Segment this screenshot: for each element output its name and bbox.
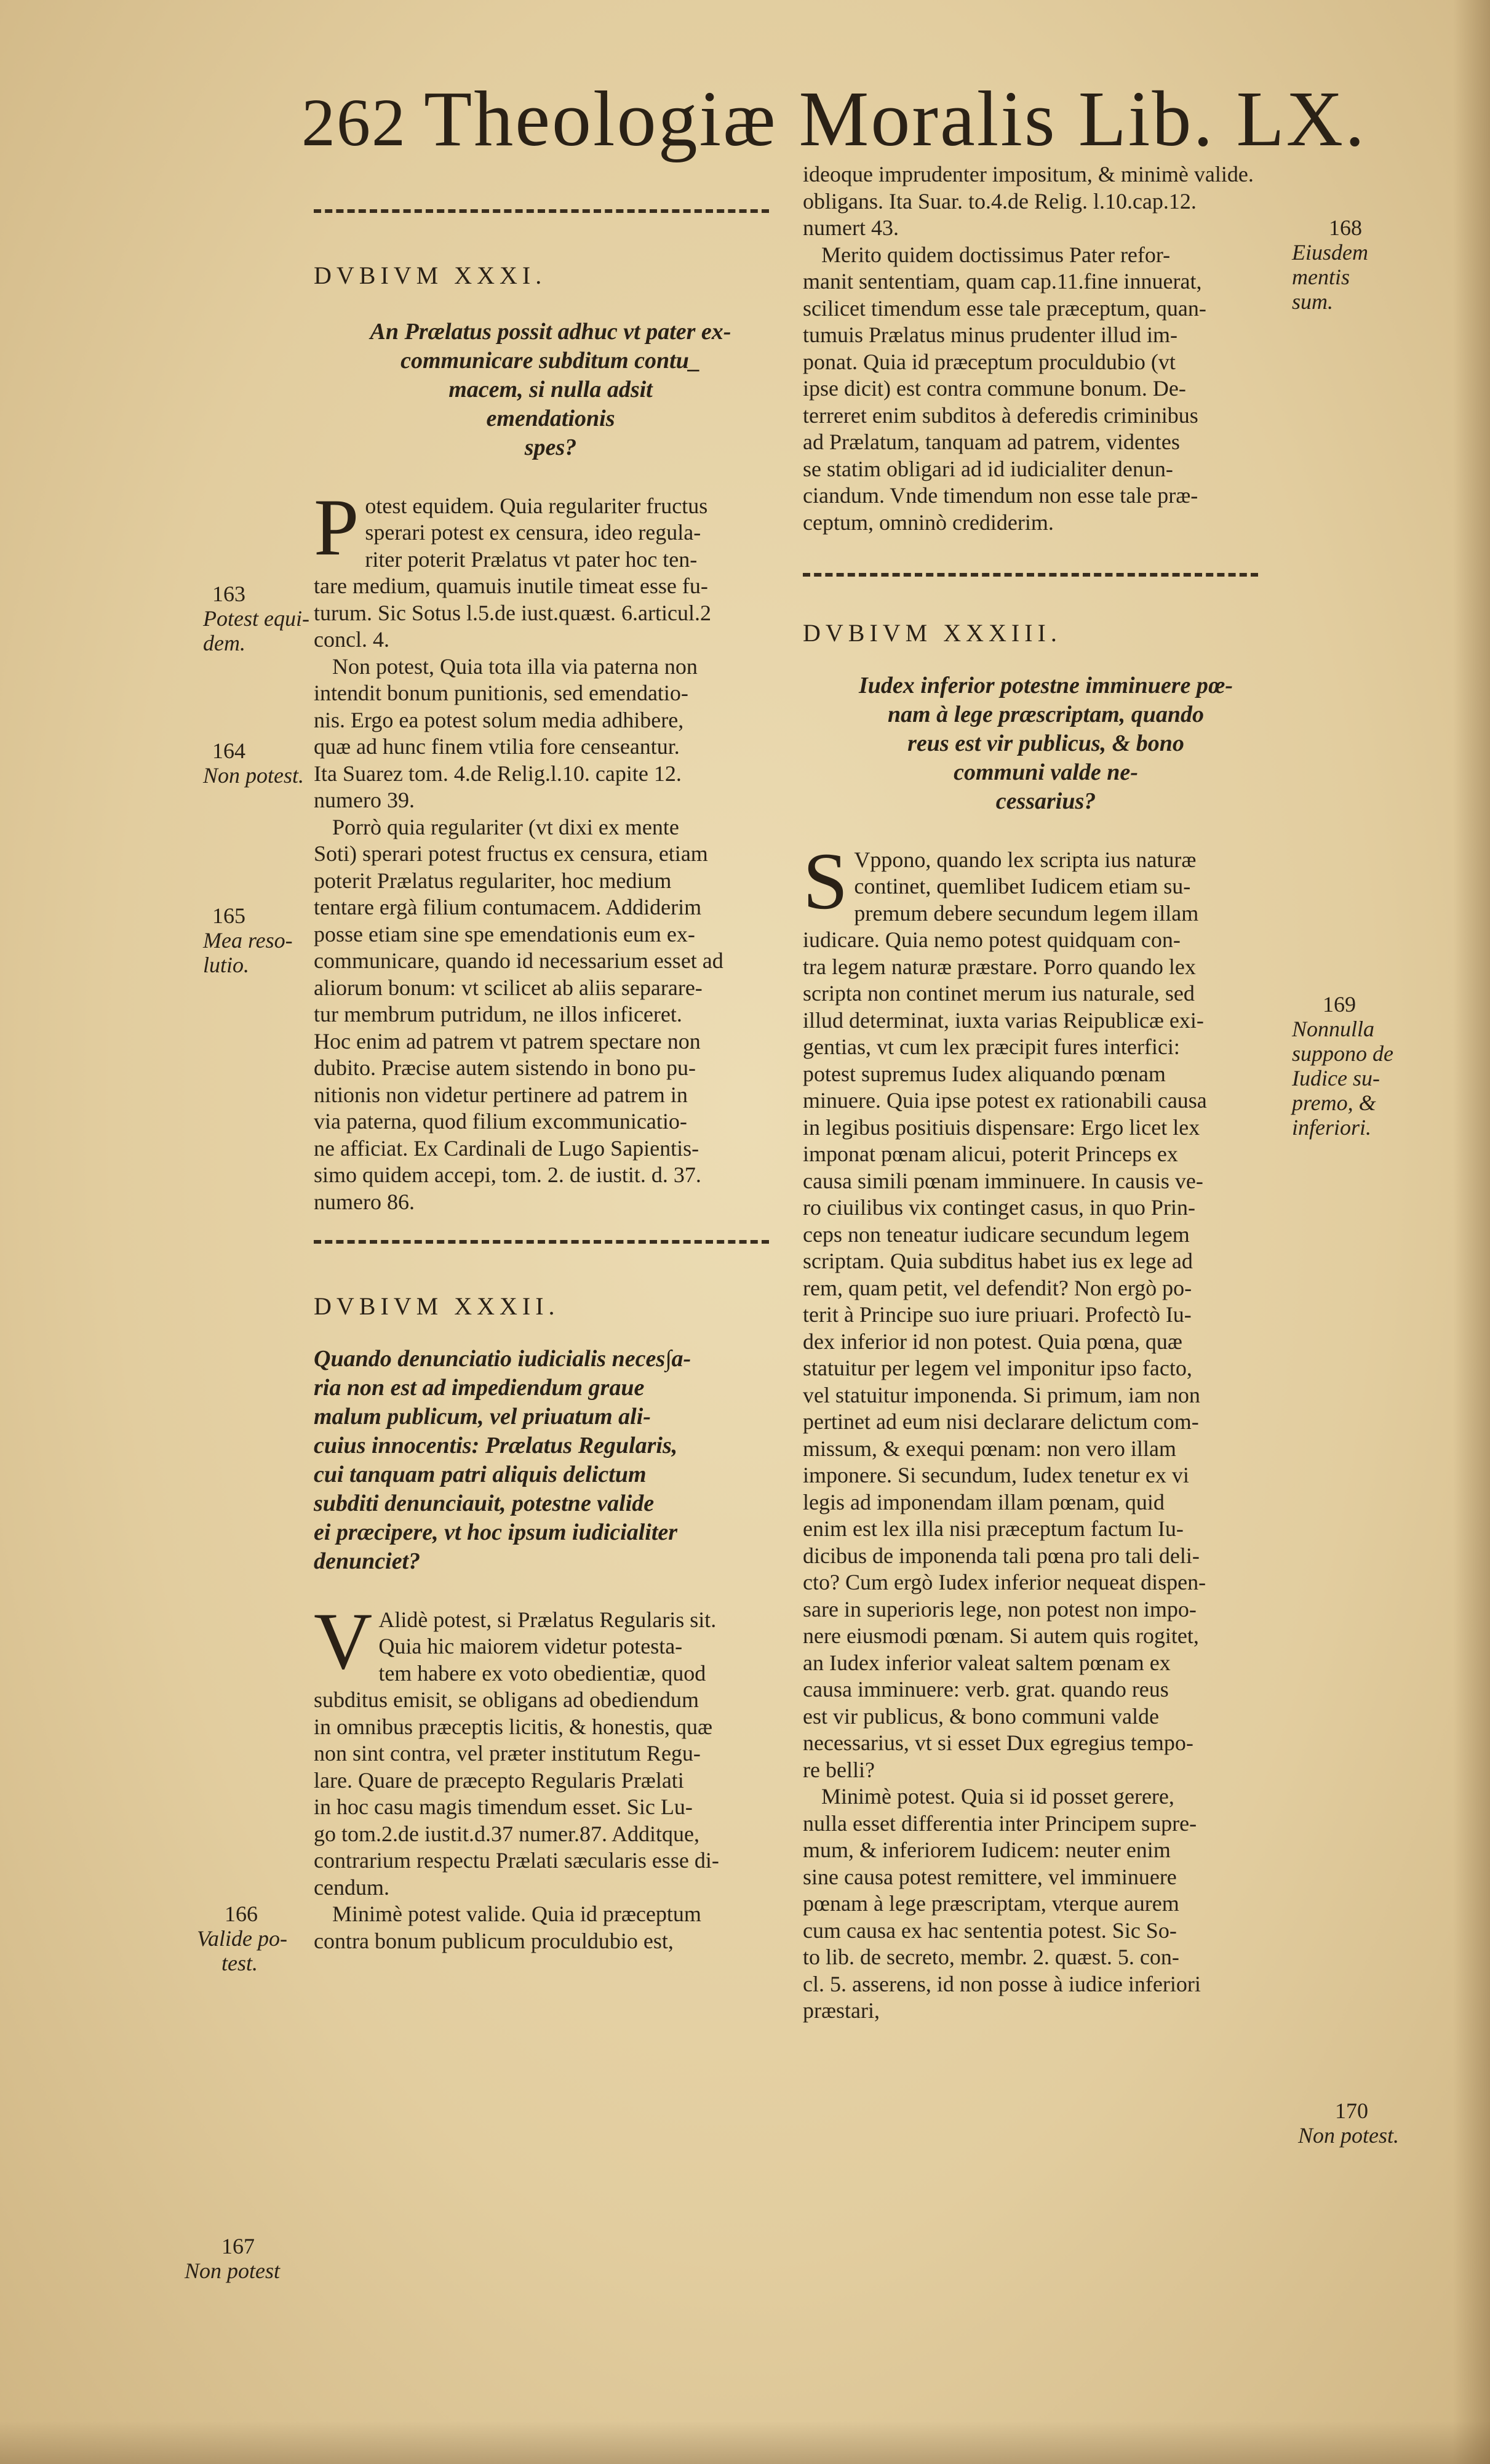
text-line: nis. Ergo ea potest solum media adhibere, [314, 707, 684, 732]
question-line: emendationis [486, 405, 615, 431]
text-line: simo quidem accepi, tom. 2. de iustit. d. 37. [314, 1162, 701, 1187]
text-line: missum, & exequi pœnam: non vero illam [803, 1436, 1176, 1461]
question-line: Quando denunciatio iudicialis neces∫a- [314, 1345, 691, 1372]
text-line: non sint contra, vel præter institutum Regu- [314, 1741, 701, 1766]
note-label: Potest equi- [203, 606, 309, 631]
question-line: nam à lege præscriptam, quando [887, 701, 1205, 727]
note-label: Non potest [185, 2258, 281, 2283]
text-line: via paterna, quod filium excommunicatio- [314, 1109, 687, 1134]
paragraph-167 [314, 1901, 787, 1954]
text-line: concl. 4. [314, 627, 389, 652]
text-line: imponat pœnam alicui, poterit Princeps ex [803, 1142, 1178, 1166]
paragraph-169 [803, 835, 1289, 1784]
text-line: poterit Prælatus regulariter, hoc medium [314, 868, 672, 893]
text-line: contra bonum publicum proculdubio est, [314, 1928, 674, 1953]
text-line: tumuis Prælatus minus prudenter illud im- [803, 322, 1177, 347]
text-line: Quia hic maiorem videtur potesta- [378, 1634, 683, 1658]
text-line: Hoc enim ad patrem vt patrem spectare non [314, 1028, 701, 1054]
question-line: Iudex inferior potestne imminuere pœ- [858, 672, 1233, 698]
question-line: denunciet? [314, 1548, 421, 1574]
note-number: 166 [225, 1902, 258, 1926]
text-line: quæ ad hunc finem vtilia fore censeantur. [314, 734, 680, 759]
text-line: tentare ergà filium contumacem. Addiderim [314, 895, 702, 919]
note-label: Iudice su- [1292, 1066, 1380, 1090]
text-line: numero 39. [314, 788, 415, 812]
margin-note-163 [203, 582, 309, 655]
text-line: illud determinat, iuxta varias Reipublicæ exi- [803, 1007, 1204, 1033]
text-line: nitionis non videtur pertinere ad patrem in [314, 1082, 688, 1107]
note-label: Non potest. [203, 763, 305, 788]
text-line: terit à Principe suo iure priuari. Profectò Iu- [803, 1302, 1192, 1327]
question-line: An Prælatus possit adhuc vt pater ex- [370, 318, 731, 345]
left-column [314, 209, 787, 1954]
text-line: causa simili pœnam imminuere. In causis ve- [803, 1168, 1203, 1193]
text-line: cum causa ex hac sententia potest. Sic So- [803, 1918, 1177, 1943]
note-label: lutio. [203, 953, 250, 977]
note-label: dem. [203, 631, 245, 655]
dubium-33-question [803, 671, 1289, 816]
text-line: est vir publicus, & bono communi valde [803, 1703, 1159, 1729]
text-line: tra legem naturæ præstare. Porro quando lex [803, 954, 1196, 979]
text-line: scripta non continet merum ius naturale, sed [803, 981, 1195, 1006]
page-edge-shadow [1453, 0, 1490, 2464]
text-line: vel statuitur imponenda. Si primum, iam non [803, 1382, 1200, 1407]
text-line: posse etiam sine spe emendationis eum ex- [314, 921, 695, 946]
text-line: nulla esset differentia inter Principem supre- [803, 1810, 1197, 1836]
text-line: obligans. Ita Suar. to.4.de Relig. l.10.cap.12. [803, 188, 1197, 214]
text-line: ideoque imprudenter impositum, & minimè valide. [803, 162, 1254, 186]
note-label: mentis [1292, 265, 1350, 289]
text-line: sine causa potest remittere, vel imminuere [803, 1864, 1177, 1889]
dubium-32-question [314, 1345, 787, 1576]
text-line: Ita Suarez tom. 4.de Relig.l.10. capite 12. [314, 761, 682, 786]
question-line: cessarius? [995, 788, 1096, 814]
text-line: ponat. Quia id præceptum proculdubio (vt [803, 349, 1176, 374]
note-number: 170 [1335, 2098, 1368, 2123]
note-number: 168 [1329, 215, 1362, 240]
text-line: pertinet ad eum nisi declarare delictum com- [803, 1409, 1199, 1434]
question-line: communi valde ne- [954, 759, 1138, 785]
paragraph-170 [803, 1783, 1289, 1998]
text-line: an Iudex inferior valeat saltem pœnam ex [803, 1650, 1171, 1675]
question-line: ei præcipere, vt hoc ipsum iudicialiter [314, 1519, 678, 1545]
note-label: inferiori. [1292, 1115, 1372, 1140]
note-number: 167 [221, 2234, 255, 2258]
note-label: Mea reso- [203, 928, 293, 953]
question-line: spes? [524, 434, 577, 460]
text-line: tur membrum putridum, ne illos inficeret. [314, 1002, 682, 1026]
note-number: 164 [212, 738, 245, 763]
note-label: suppono de [1292, 1041, 1393, 1066]
text-line: ceps non teneatur iudicare secundum legem [803, 1222, 1190, 1247]
text-line: dex inferior id non potest. Quia pœna, quæ [803, 1329, 1182, 1354]
text-line: cendum. [314, 1874, 389, 1900]
text-line: ipse dicit) est contra commune bonum. De- [803, 376, 1186, 401]
text-line: aliorum bonum: vt scilicet ab aliis separare- [314, 975, 703, 1000]
text-line: go tom.2.de iustit.d.37 numer.87. Additque, [314, 1821, 699, 1846]
text-line: ciandum. Vnde timendum non esse tale præ- [803, 483, 1198, 508]
text-line: cto? Cum ergò Iudex inferior nequeat dispen- [803, 1570, 1206, 1594]
text-line: Alidè potest, si Prælatus Regularis sit. [378, 1607, 717, 1632]
question-line: cui tanquam patri aliquis delictum [314, 1461, 647, 1487]
text-line: communicare, quando id necessarium esset ad [314, 948, 723, 973]
note-label: Valide po- [197, 1926, 287, 1951]
margin-note-167 [185, 2234, 280, 2283]
text-line: sperari potest ex censura, ideo regula- [365, 520, 701, 545]
text-line: riter poterit Prælatus vt pater hoc ten- [365, 546, 698, 572]
note-label: Nonnulla [1292, 1017, 1375, 1041]
note-number: 165 [212, 903, 245, 928]
text-line: re belli? [803, 1757, 875, 1782]
question-line: reus est vir publicus, & bono [907, 730, 1184, 756]
text-line: statuitur per legem vel imponitur ipso facto, [803, 1356, 1192, 1380]
paragraph-164 [314, 654, 787, 814]
continued-text [803, 161, 1289, 242]
text-line: enim est lex illa nisi præceptum factum Iu- [803, 1516, 1184, 1541]
text-line: pœnam à lege præscriptam, vterque aurem [803, 1891, 1179, 1916]
text-line: imponere. Si secundum, Iudex tenetur ex vi [803, 1463, 1189, 1487]
text-line: ad Prælatum, tanquam ad patrem, videntes [803, 430, 1180, 454]
text-line: in hoc casu magis timendum esset. Sic Lu- [314, 1794, 693, 1819]
running-title: Theologiæ Moralis Lib. LX. [424, 75, 1367, 162]
text-line: premum debere secundum legem illam [854, 900, 1199, 926]
margin-note-166 [197, 1902, 287, 1975]
text-line: cl. 5. asserens, id non posse à iudice inferiori [803, 1971, 1201, 1996]
text-line: causa imminuere: verb. grat. quando reus [803, 1677, 1169, 1702]
drop-cap: V [314, 1595, 373, 1686]
text-line: dubito. Præcise autem sistendo in bono pu- [314, 1055, 696, 1080]
text-line: minuere. Quia ipse potest ex rationabili causa [803, 1088, 1207, 1113]
text-line: Minimè potest. Quia si id posset gerere, [821, 1784, 1174, 1809]
drop-cap: P [314, 481, 359, 572]
text-line: contrarium respectu Prælati sæcularis esse di- [314, 1848, 719, 1873]
margin-note-165 [203, 903, 293, 977]
text-line: intendit bonum punitionis, sed emendatio- [314, 681, 688, 705]
text-line: numero 86. [314, 1189, 415, 1214]
text-line: ceptum, omninò crediderim. [803, 510, 1054, 535]
note-label: test. [221, 1951, 258, 1975]
note-number: 169 [1323, 992, 1356, 1017]
text-line: se statim obligari ad id iudicialiter denun- [803, 456, 1173, 481]
dubium-33-title: DVBIVM XXXIII. [803, 619, 1062, 647]
dubium-31-title: DVBIVM XXXI. [314, 262, 547, 289]
text-line: Non potest, Quia tota illa via paterna non [332, 654, 698, 679]
margin-note-168 [1292, 215, 1368, 314]
text-line: ro ciuilibus vix continget casus, in quo Prin- [803, 1195, 1195, 1220]
text-line: manit sententiam, quam cap.11.fine innuerat, [803, 269, 1202, 294]
text-line: numert 43. [803, 215, 899, 240]
text-line: necessarius, vt si esset Dux egregius tempo- [803, 1730, 1193, 1755]
paragraph-165 [314, 814, 787, 1216]
text-line: iudicare. Quia nemo potest quidquam con- [803, 927, 1181, 952]
text-line: Minimè potest valide. Quia id præceptum [332, 1902, 701, 1926]
text-line: turum. Sic Sotus l.5.de iust.quæst. 6.articul.2 [314, 600, 711, 625]
note-label: premo, & [1292, 1090, 1376, 1115]
question-line: ria non est ad impediendum graue [314, 1374, 645, 1401]
page-bottom-shadow [0, 2421, 1490, 2464]
question-line: macem, si nulla adsit [448, 376, 653, 402]
text-line: Porrò quia regulariter (vt dixi ex mente [332, 814, 679, 839]
text-line: in legibus positiuis dispensare: Ergo licet lex [803, 1114, 1200, 1140]
text-line: tare medium, quamuis inutile timeat esse fu- [314, 574, 708, 598]
text-line: subditus emisit, se obligans ad obediendum [314, 1687, 699, 1712]
running-header [301, 74, 1366, 164]
dubium-31-question [314, 318, 787, 462]
text-line: lare. Quare de præcepto Regularis Prælati [314, 1767, 684, 1793]
note-number: 163 [212, 582, 245, 606]
paragraph-166 [314, 1595, 787, 1902]
margin-note-170 [1298, 2098, 1399, 2148]
text-line: nere eiusmodi pœnam. Si autem quis rogitet, [803, 1623, 1199, 1648]
note-label: Eiusdem [1292, 240, 1368, 265]
right-column [803, 161, 1289, 2025]
text-line: terreret enim subditos à deferedis criminibus [803, 402, 1198, 428]
text-line: ne afficiat. Ex Cardinali de Lugo Sapientis- [314, 1135, 699, 1161]
page-number: 262 [301, 85, 407, 160]
paragraph-163 [314, 481, 787, 654]
text-line: Merito quidem doctissimus Pater refor- [821, 242, 1171, 267]
question-line: communicare subditum contu_ [400, 347, 701, 374]
text-line: continet, quemlibet Iudicem etiam su- [854, 874, 1191, 898]
text-line: Vppono, quando lex scripta ius naturæ [854, 847, 1197, 872]
text-line: tem habere ex voto obedientiæ, quod [378, 1660, 706, 1686]
question-line: subditi denunciauit, potestne valide [314, 1490, 655, 1516]
text-line: in omnibus præceptis licitis, & honestis, quæ [314, 1714, 712, 1739]
paragraph-168 [803, 242, 1289, 537]
dubium-32-title: DVBIVM XXXII. [314, 1292, 560, 1320]
catchword: præstari, [803, 1998, 880, 2023]
text-line: sare in superioris lege, non potest non impo- [803, 1596, 1197, 1622]
text-line: scriptam. Quia subditus habet ius ex lege ad [803, 1249, 1193, 1273]
text-line: potest supremus Iudex aliquando pœnam [803, 1061, 1166, 1086]
text-line: Soti) sperari potest fructus ex censura, etiam [314, 841, 708, 866]
note-label: sum. [1292, 289, 1334, 314]
question-line: cuius innocentis: Prælatus Regularis, [314, 1432, 678, 1458]
text-line: mum, & inferiorem Iudicem: neuter enim [803, 1838, 1171, 1862]
text-line: otest equidem. Quia regulariter fructus [365, 493, 708, 518]
margin-note-169 [1292, 992, 1393, 1140]
text-line: rem, quam petit, vel defendit? Non ergò po- [803, 1275, 1192, 1300]
text-line: gentias, vt cum lex præcipit fures interfici: [803, 1034, 1180, 1059]
margin-note-164 [203, 738, 304, 788]
note-label: Non potest. [1298, 2123, 1400, 2148]
text-line: scilicet timendum esse tale præceptum, quan- [803, 295, 1206, 321]
text-line: to lib. de secreto, membr. 2. quæst. 5. con- [803, 1945, 1179, 1969]
question-line: malum publicum, vel priuatum ali- [314, 1403, 651, 1430]
text-line: dicibus de imponenda tali pœna pro tali deli- [803, 1543, 1200, 1568]
text-line: legis ad imponendam illam pœnam, quid [803, 1489, 1165, 1514]
drop-cap: S [803, 835, 848, 926]
